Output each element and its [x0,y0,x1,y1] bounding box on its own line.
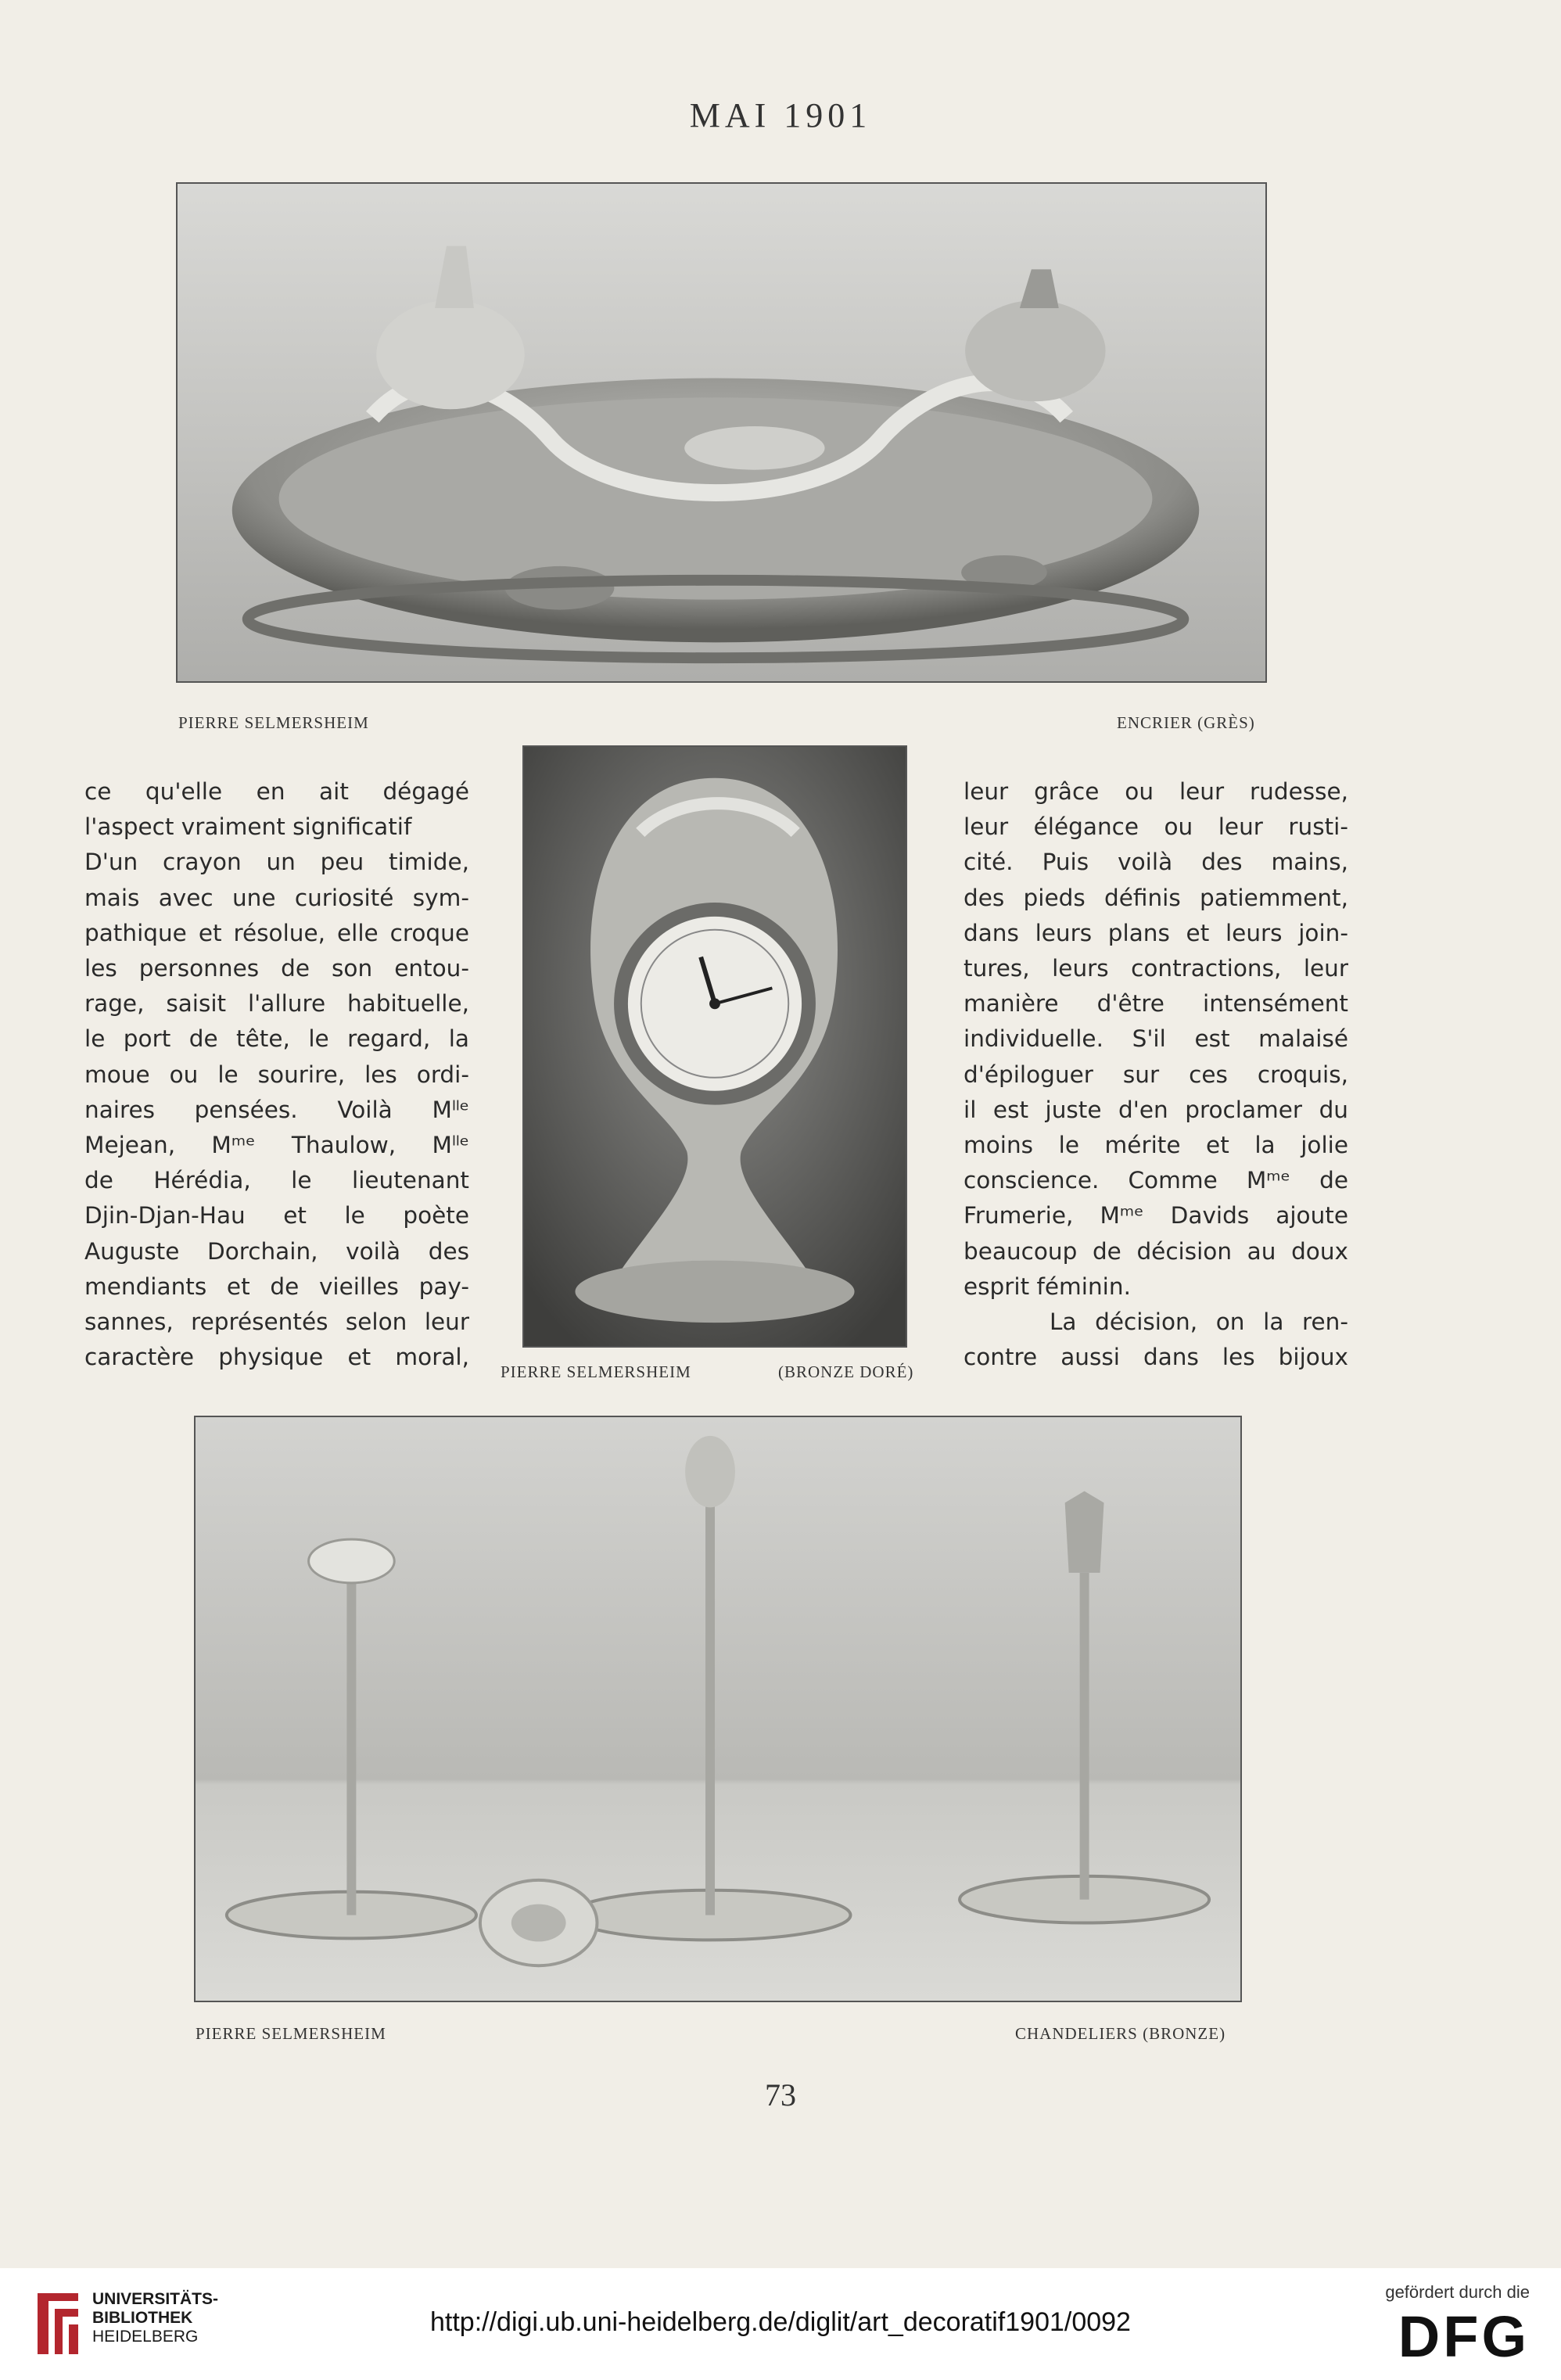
library-name-line: BIBLIOTHEK [92,2309,193,2327]
caption-pendule-title: (BRONZE DORÉ) [778,1362,914,1381]
caption-chandeliers-title: CHANDELIERS (BRONZE) [1015,2024,1226,2043]
dfg-logo: DFG [1398,2304,1530,2369]
text-line: pathique et résolue, elle croque [84,919,469,946]
text-line: caractère physique et moral, [84,1344,469,1371]
library-name-line: HEIDELBERG [92,2328,199,2346]
library-name-line: UNIVERSITÄTS- [92,2290,219,2308]
text-line: d'épiloguer sur ces croquis, [964,1061,1348,1088]
text-line: naires pensées. Voilà Mˡˡᵉ [84,1096,469,1123]
photo-chandeliers [194,1416,1242,2002]
caption-encrier-artist: PIERRE SELMERSHEIM [178,713,369,732]
text-line: des pieds définis patiemment, [964,884,1348,911]
text-line: esprit féminin. [964,1273,1131,1300]
text-line: cité. Puis voilà des mains, [964,849,1348,876]
encrier-image [178,184,1265,681]
photo-encrier [176,182,1267,683]
text-line: l'aspect vraiment significatif [84,813,412,841]
text-line: tures, leurs contractions, leur [964,955,1348,982]
text-line: manière d'être intensément [964,990,1348,1018]
funding-note: gefördert durch die [1385,2282,1530,2302]
chandeliers-image [196,1417,1240,2001]
permalink-url[interactable]: http://digi.ub.uni-heidelberg.de/diglit/art_decoratif1901/0092 [430,2307,1131,2337]
text-line: dans leurs plans et leurs join- [964,919,1348,946]
text-line: D'un crayon un peu timide, [84,849,469,876]
text-line: mendiants et de vieilles pay- [84,1273,469,1300]
text-line: beaucoup de décision au doux [964,1237,1348,1265]
text-line: leur élégance ou leur rusti- [964,813,1348,841]
page-number: 73 [765,2077,796,2113]
text-line: moins le mérite et la jolie [964,1132,1348,1159]
text-line: Mejean, Mᵐᵉ Thaulow, Mˡˡᵉ [84,1132,469,1159]
text-line: il est juste d'en proclamer du [964,1096,1348,1123]
running-header: MAI 1901 [689,96,872,135]
text-column-right [964,774,1348,1375]
text-line: La décision, on la ren- [1050,1308,1348,1336]
caption-pendule-artist: PIERRE SELMERSHEIM [501,1362,691,1381]
pendule-image [524,747,906,1346]
caption-encrier-title: ENCRIER (GRÈS) [1117,713,1255,732]
text-line: Djin-Djan-Hau et le poète [84,1202,469,1229]
text-line: le port de tête, le regard, la [84,1025,469,1053]
text-line: leur grâce ou leur rudesse, [964,778,1348,805]
photo-pendule [522,745,907,1348]
text-line: ce qu'elle en ait dégagé [84,778,469,805]
text-line: moue ou le sourire, les ordi- [84,1061,469,1088]
text-line: Auguste Dorchain, voilà des [84,1237,469,1265]
text-line: sannes, représentés selon leur [84,1308,469,1336]
text-column-left [84,774,469,1375]
caption-chandeliers-artist: PIERRE SELMERSHEIM [196,2024,386,2043]
text-line: mais avec une curiosité sym- [84,884,469,911]
text-line: les personnes de son entou- [84,955,469,982]
text-line: rage, saisit l'allure habituelle, [84,990,469,1018]
text-line: de Hérédia, le lieutenant [84,1167,469,1194]
text-line: Frumerie, Mᵐᵉ Davids ajoute [964,1202,1348,1229]
text-line: individuelle. S'il est malaisé [964,1025,1348,1053]
text-line: conscience. Comme Mᵐᵉ de [964,1167,1348,1194]
text-line: contre aussi dans les bijoux [964,1344,1348,1371]
